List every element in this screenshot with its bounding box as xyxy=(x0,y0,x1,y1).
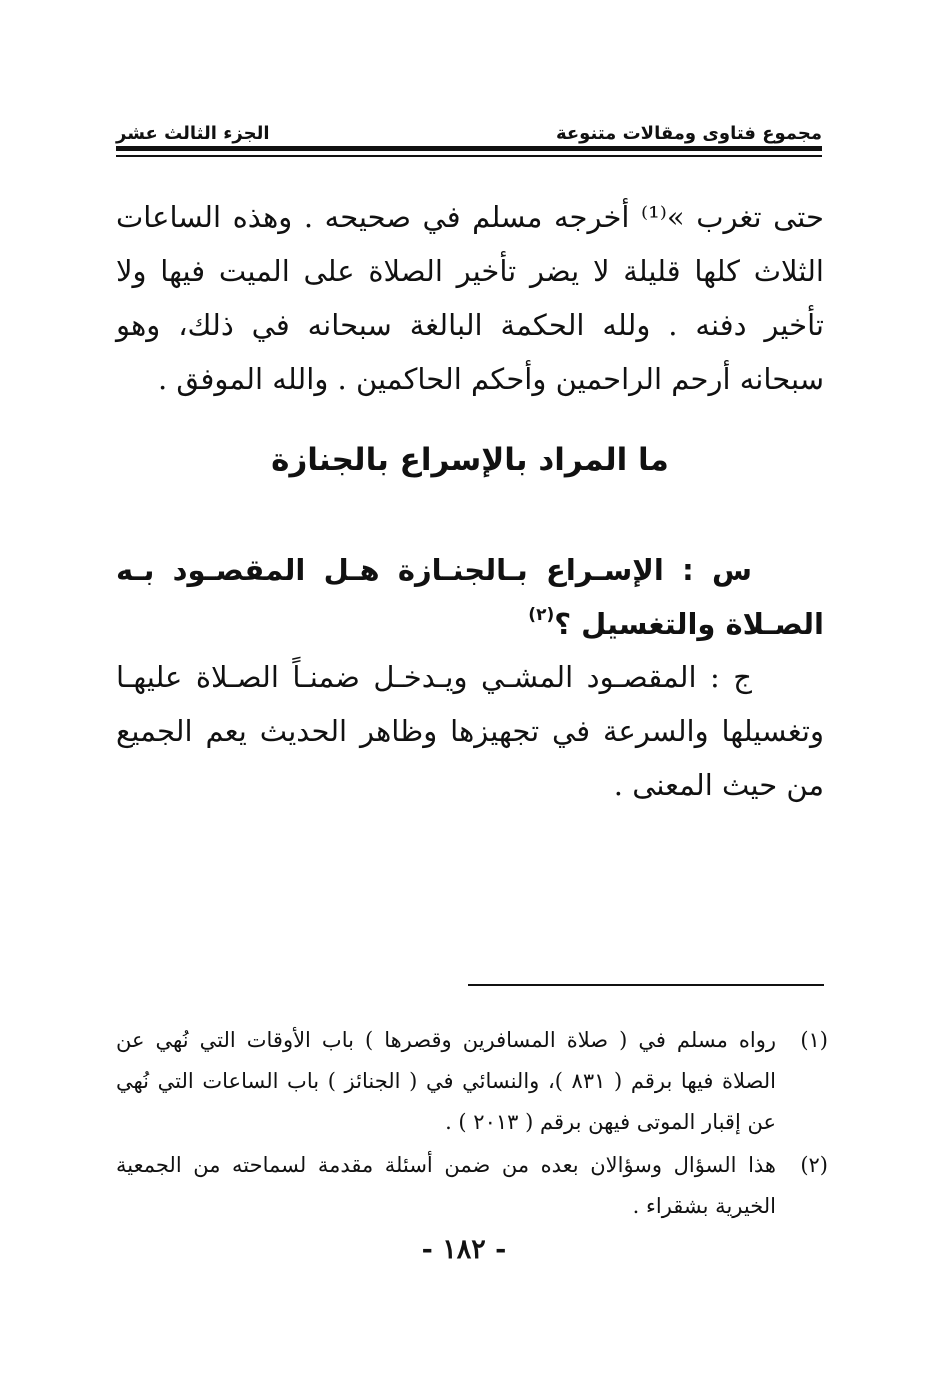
footnote-number: (١) xyxy=(800,1028,828,1052)
footnote-2 xyxy=(116,1145,828,1227)
question-footnote-ref: (٢) xyxy=(528,605,555,625)
page-number: - ١٨٢ - xyxy=(421,1234,507,1265)
book-title: مجموع فتاوى ومقالات متنوعة xyxy=(555,123,822,144)
question-text: س : الإسـراع بـالجنـازة هـل المقصـود بـه الصـلاة والتغسيل ؟ xyxy=(116,553,824,641)
answer-text: ج : المقصـود المشـي ويـدخـل ضمنـاً الصـلاة عليهـا وتغسيلها والسرعة في تجهيزها وظاهر الحديث يعم الجميع من حيث المعنى . xyxy=(116,660,824,802)
footnote-text: هذا السؤال وسؤالان بعده من ضمن أسئلة مقدمة لسماحته من الجمعية الخيرية بشقراء . xyxy=(116,1153,776,1218)
answer-paragraph xyxy=(116,650,824,812)
footnote-number: (٢) xyxy=(800,1153,828,1177)
volume-label: الجزء الثالث عشر xyxy=(116,123,270,144)
section-heading: ما المراد بالإسراع بالجنازة xyxy=(271,442,669,478)
footnote-1 xyxy=(116,1020,828,1143)
question-paragraph xyxy=(116,543,824,651)
footnotes xyxy=(116,1020,828,1229)
running-header xyxy=(116,108,822,144)
header-rule-thick xyxy=(116,146,822,151)
body-paragraph: حتى تغرب »⁽¹⁾ أخرجه مسلم في صحيحه . وهذه الساعات الثلاث كلها قليلة لا يضر تأخير الصلاة على الميت فيها ولا تأخير دفنه . ولله الحكمة البالغة سبحانه في ذلك، وهو سبحانه أرحم الراحمين وأحكم الحاكمين . والله الموفق . xyxy=(116,200,824,396)
footnote-text: رواه مسلم في ( صلاة المسافرين وقصرها ) باب الأوقات التي نُهي عن الصلاة فيها برقم ( ٨٣١ )، والنسائي في ( الجنائز ) باب الساعات التي نُهي عن إقبار الموتى فيهن برقم ( ٢٠١٣ ) . xyxy=(116,1028,776,1134)
header-rule-thin xyxy=(116,155,822,157)
footnote-separator xyxy=(468,984,824,986)
